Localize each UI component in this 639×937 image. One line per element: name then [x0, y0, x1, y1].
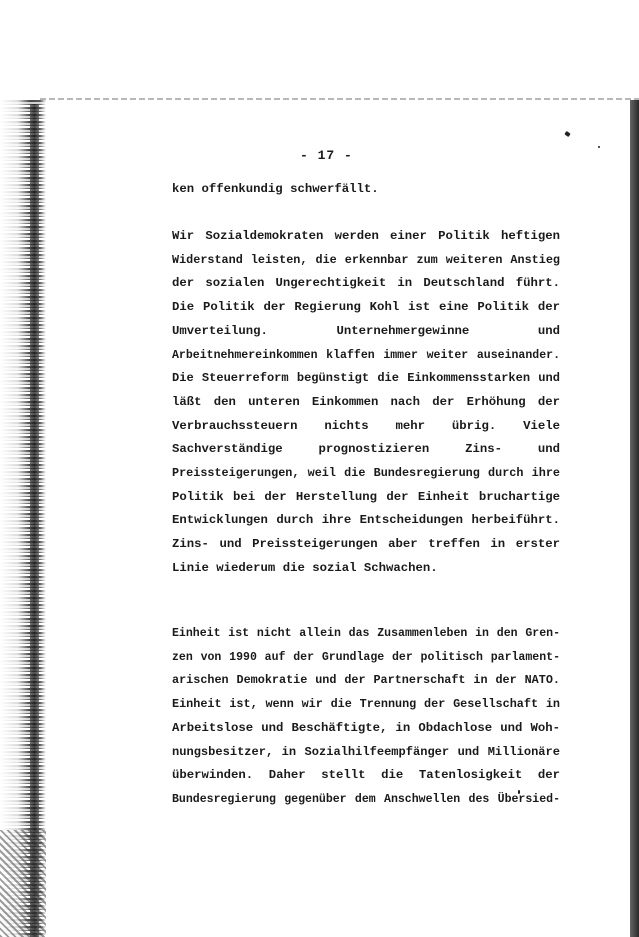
text-line: Arbeitslose und Beschäftigte, in Obdachlose und Woh- [172, 720, 560, 735]
text-line: Zins- und Preissteigerungen aber treffen in erster [172, 537, 560, 552]
text-line: Verbrauchssteuern nichts mehr übrig. Viele [172, 418, 560, 433]
text-line: Sachverständige prognostizieren Zins- und [172, 442, 560, 457]
scan-bottom-left-noise [0, 830, 46, 937]
scan-left-edge-shadow [30, 104, 39, 937]
text-line: Politik bei der Herstellung der Einheit bruchartige [172, 489, 560, 504]
text-line: arischen Demokratie und der Partnerschaft in der NATO. [172, 673, 560, 688]
text-line: der sozialen Ungerechtigkeit in Deutschland führt. [172, 276, 560, 291]
scan-top-edge [40, 98, 639, 100]
text-line: Einheit ist nicht allein das Zusammenleben in den Gren- [172, 627, 560, 640]
paragraph-2 [172, 225, 560, 581]
paragraph-3 [172, 622, 560, 812]
text-line: läßt den unteren Einkommen nach der Erhöhung der [172, 394, 560, 409]
text-line: Die Steuerreform begünstigt die Einkommensstarken und [172, 371, 560, 386]
text-line: Einheit ist, wenn wir die Trennung der Gesellschaft in [172, 697, 560, 712]
page-number: - 17 - [300, 148, 353, 163]
text-line: nungsbesitzer, in Sozialhilfeempfänger und Millionäre [172, 744, 560, 759]
text-line: Preissteigerungen, weil die Bundesregierung durch ihre [172, 466, 560, 481]
text-line: Widerstand leisten, die erkennbar zum weiteren Anstieg [172, 252, 560, 267]
text-line: überwinden. Daher stellt die Tatenlosigkeit der [172, 768, 560, 783]
scan-right-edge-shadow [630, 100, 639, 937]
text-line: Wir Sozialdemokraten werden einer Politik heftigen [172, 229, 560, 243]
text-line: Die Politik der Regierung Kohl ist eine Politik der [172, 300, 560, 315]
text-line: Entwicklungen durch ihre Entscheidungen herbeiführt. [172, 513, 560, 528]
scan-left-edge-noise [0, 100, 46, 937]
scan-speck [598, 146, 600, 148]
text-line: Arbeitnehmereinkommen klaffen immer weiter auseinander. [172, 348, 560, 362]
text-line: Bundesregierung gegenüber dem Anschwellen des Übersied- [172, 792, 560, 806]
scan-speck [564, 131, 570, 137]
text-line: ken offenkundig schwerfällt. [172, 182, 379, 196]
text-line: zen von 1990 auf der Grundlage der politisch parlament- [172, 650, 560, 664]
paragraph-1 [172, 178, 560, 202]
text-line: Umverteilung. Unternehmergewinne und [172, 323, 560, 338]
text-line: Linie wiederum die sozial Schwachen. [172, 560, 438, 575]
